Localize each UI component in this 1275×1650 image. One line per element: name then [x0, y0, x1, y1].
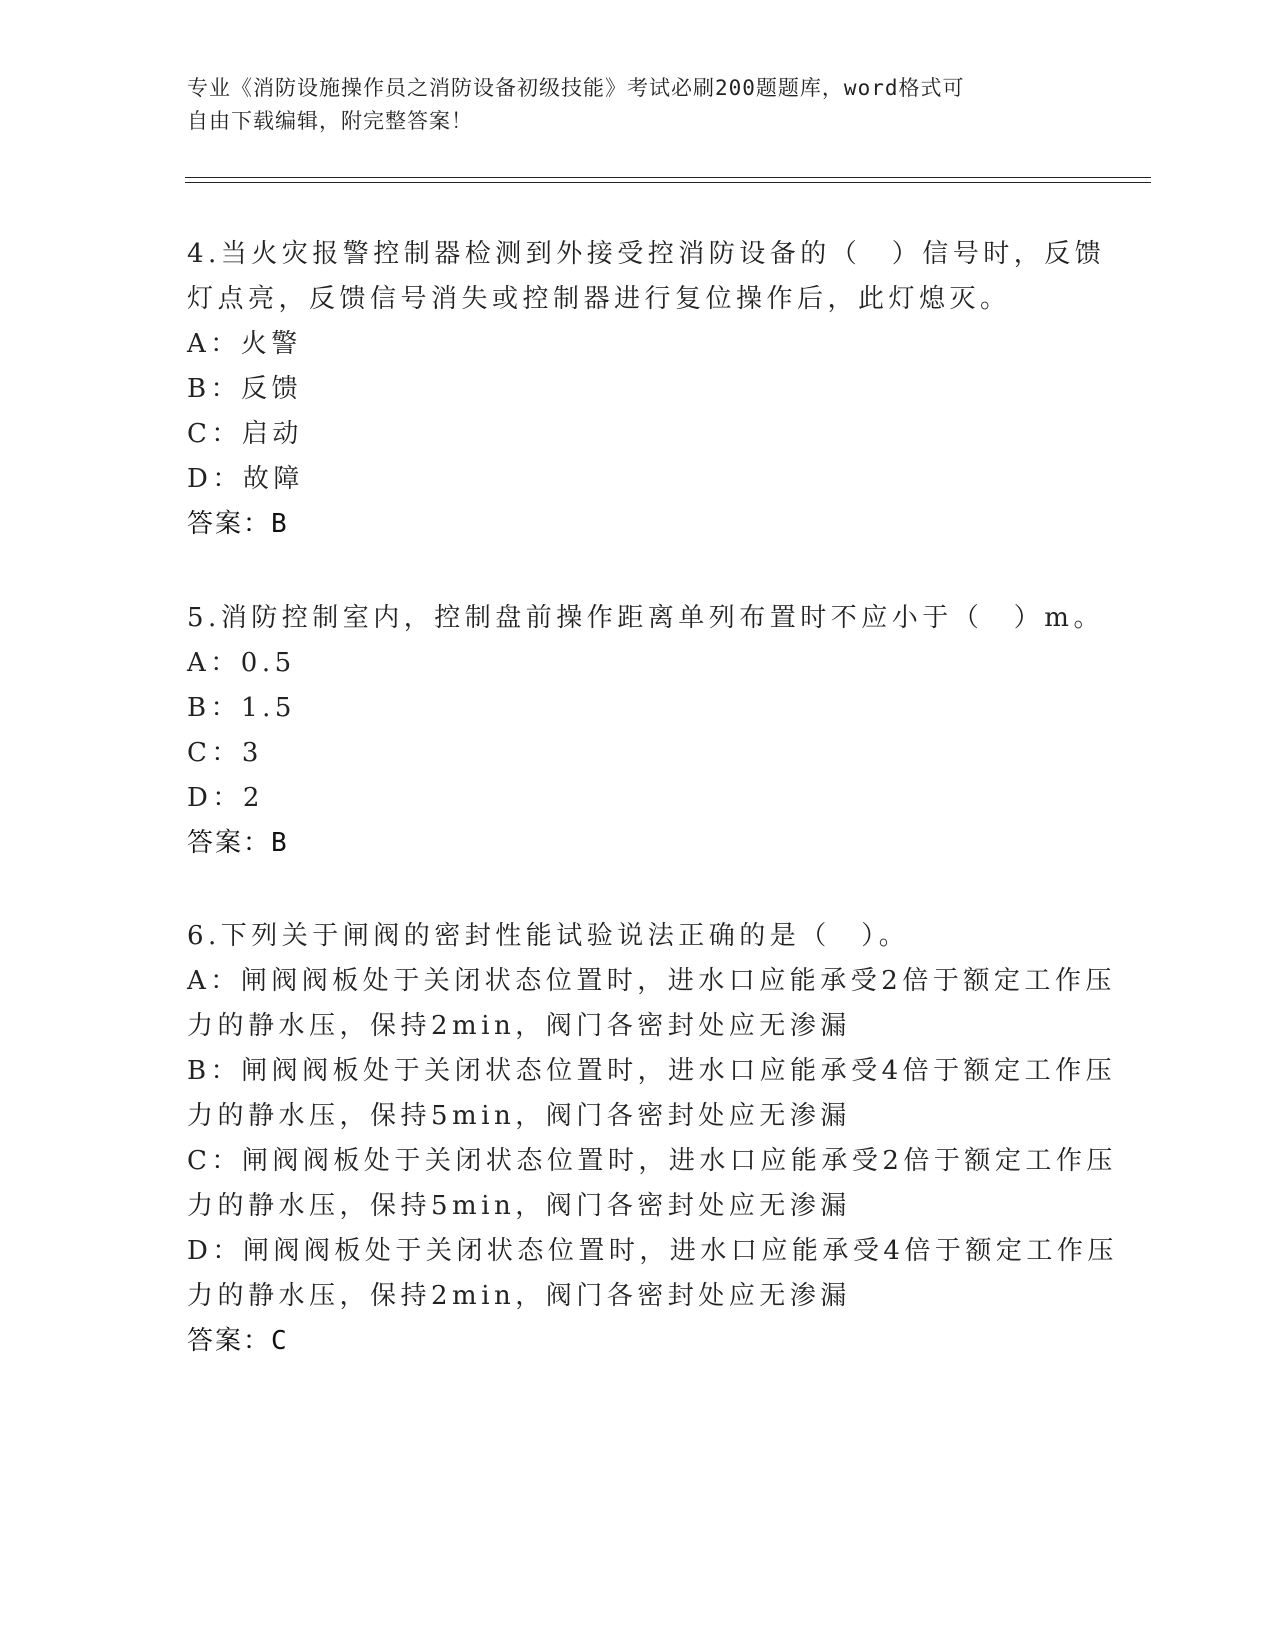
option-d-continued: 力的静水压，保持2min，阀门各密封处应无渗漏: [187, 1281, 851, 1311]
header-line-1: 专业《消防设施操作员之消防设备初级技能》考试必刷200题题库，word格式可: [187, 76, 965, 100]
option-c: C：启动: [187, 419, 303, 449]
question-4: [187, 232, 1106, 547]
option-c: C：3: [187, 738, 263, 768]
question-text-line: 灯点亮，反馈信号消失或控制器进行复位操作后，此灯熄灭。: [187, 284, 1011, 314]
option-a: A：0.5: [187, 648, 296, 678]
question-6: [187, 914, 1118, 1364]
option-a: A：闸阀阀板处于关闭状态位置时，进水口应能承受2倍于额定工作压: [187, 966, 1116, 996]
answer-line: 答案：B: [187, 509, 289, 539]
option-c: C：闸阀阀板处于关闭状态位置时，进水口应能承受2倍于额定工作压: [187, 1146, 1117, 1176]
option-b: B：1.5: [187, 693, 296, 723]
question-text-line: 6.下列关于闸阀的密封性能试验说法正确的是（ ）。: [187, 921, 910, 951]
question-5: [187, 596, 1104, 866]
option-b: B：闸阀阀板处于关闭状态位置时，进水口应能承受4倍于额定工作压: [187, 1056, 1117, 1086]
option-b: B：反馈: [187, 374, 303, 404]
option-d: D：2: [187, 783, 264, 813]
header-divider-bottom: [185, 182, 1151, 183]
option-a: A：火警: [187, 329, 302, 359]
option-d: D：故障: [187, 464, 304, 494]
question-text-line: 5.消防控制室内，控制盘前操作距离单列布置时不应小于（ ）m。: [187, 603, 1104, 633]
header-line-2: 自由下载编辑，附完整答案！: [187, 109, 473, 133]
option-d: D：闸阀阀板处于关闭状态位置时，进水口应能承受4倍于额定工作压: [187, 1236, 1118, 1266]
document-header: [187, 72, 1067, 138]
option-c-continued: 力的静水压，保持5min，阀门各密封处应无渗漏: [187, 1191, 851, 1221]
header-divider-top: [185, 177, 1151, 178]
option-a-continued: 力的静水压，保持2min，阀门各密封处应无渗漏: [187, 1011, 851, 1041]
option-b-continued: 力的静水压，保持5min，阀门各密封处应无渗漏: [187, 1101, 851, 1131]
question-text-line: 4.当火灾报警控制器检测到外接受控消防设备的（ ）信号时，反馈: [187, 239, 1106, 269]
answer-line: 答案：C: [187, 1326, 289, 1356]
answer-line: 答案：B: [187, 828, 289, 858]
